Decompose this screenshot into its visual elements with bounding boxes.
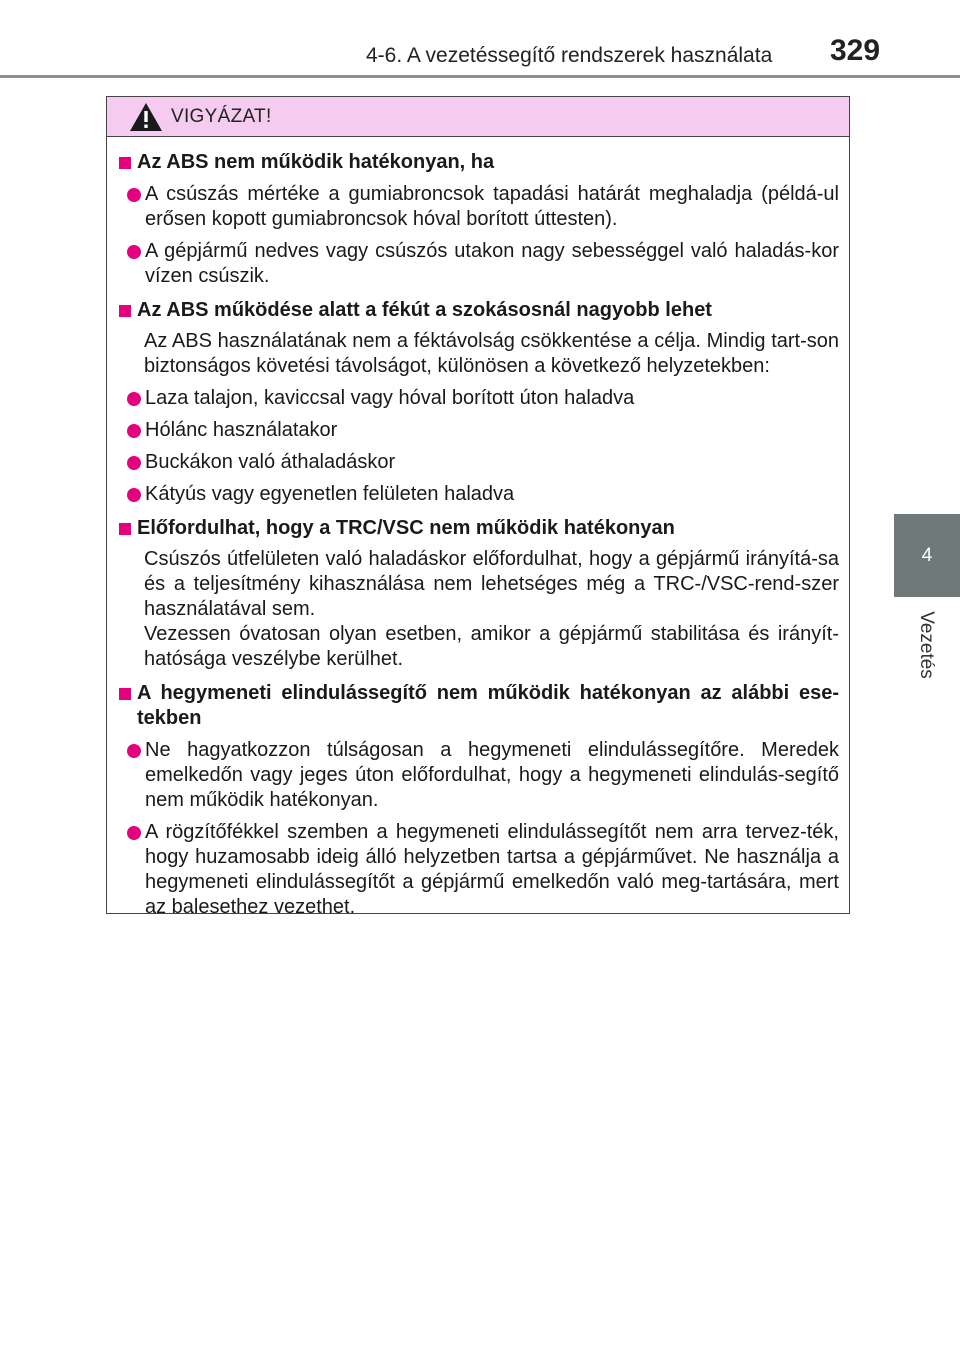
bullet-item — [127, 482, 839, 507]
warning-header — [107, 97, 849, 137]
bullet-text: Ne hagyatkozzon túlságosan a hegymeneti elindulássegítőre. Meredek emelkedőn vagy jeges úton előfordulhat, hogy a hegymeneti elindulás-segítő nem működik hatékonyan. — [145, 739, 839, 811]
round-bullet-icon — [127, 488, 141, 502]
bullet-item — [127, 386, 839, 411]
section-paragraph: Az ABS használatának nem a féktávolság csökkentése a célja. Mindig tart-son biztonságos követési távolságot, különösen a következő helyzetekben: — [144, 330, 839, 377]
warning-section — [119, 298, 839, 507]
page-number: 329 — [830, 34, 881, 67]
warning-section — [119, 516, 839, 672]
chapter-tab[interactable] — [894, 514, 960, 597]
section-heading — [119, 298, 839, 323]
round-bullet-icon — [127, 456, 141, 470]
chapter-label-text: Vezetés — [916, 611, 938, 679]
chapter-number: 4 — [921, 544, 933, 566]
section-heading-text: Előfordulhat, hogy a TRC/VSC nem működik hatékonyan — [137, 517, 675, 539]
bullet-text: Kátyús vagy egyenetlen felületen haladva — [145, 483, 515, 505]
round-bullet-icon — [127, 188, 141, 202]
warning-body — [107, 137, 849, 920]
chapter-label — [906, 605, 946, 685]
section-heading — [119, 681, 839, 731]
header-divider — [0, 75, 960, 78]
bullet-text: A rögzítőfékkel szemben a hegymeneti elindulássegítőt nem arra tervez-ték, hogy huzamosabb ideig álló helyzetben tartsa a gépjárművet. Ne használja a hegymeneti elindulássegítőt a gépjármű emelkedőn való meg-tartására, mert az balesethez vezethet. — [145, 821, 839, 918]
section-heading-text: A hegymeneti elindulássegítő nem működik hatékonyan az alábbi ese-tekben — [137, 682, 839, 729]
section-paragraph: Csúszós útfelületen való haladáskor előfordulhat, hogy a gépjármű irányítá-sa és a teljesítmény kihasználása nem lehetséges még a TRC-/VSC-rend-szer használatával sem. Vezessen óvatosan olyan esetben, amikor a gépjármű stabilitása és irányít-hatósága veszélybe kerülhet. — [144, 548, 839, 670]
section-heading — [119, 516, 839, 541]
square-bullet-icon — [119, 523, 131, 535]
section-heading-text: Az ABS nem működik hatékonyan, ha — [137, 151, 495, 173]
bullet-text: Buckákon való áthaladáskor — [145, 451, 396, 473]
square-bullet-icon — [119, 157, 131, 169]
round-bullet-icon — [127, 744, 141, 758]
square-bullet-icon — [119, 305, 131, 317]
section-heading — [119, 150, 839, 175]
warning-title: VIGYÁZAT! — [171, 105, 272, 127]
bullet-text: A csúszás mértéke a gumiabroncsok tapadási határát meghaladja (példá-ul erősen kopott gumiabroncsok hóval borított úttesten). — [145, 183, 839, 230]
bullet-item — [127, 820, 839, 920]
bullet-item — [127, 239, 839, 289]
bullet-item — [127, 418, 839, 443]
bullet-item — [127, 738, 839, 813]
bullet-text: A gépjármű nedves vagy csúszós utakon nagy sebességgel való haladás-kor vízen csúszik. — [145, 240, 839, 287]
warning-section — [119, 150, 839, 289]
round-bullet-icon — [127, 392, 141, 406]
bullet-text: Laza talajon, kaviccsal vagy hóval borított úton haladva — [145, 387, 635, 409]
square-bullet-icon — [119, 688, 131, 700]
warning-triangle-icon — [129, 102, 163, 132]
round-bullet-icon — [127, 245, 141, 259]
bullet-text: Hólánc használatakor — [145, 419, 338, 441]
bullet-item — [127, 450, 839, 475]
running-header-title: 4-6. A vezetéssegítő rendszerek használata — [366, 44, 773, 67]
round-bullet-icon — [127, 424, 141, 438]
bullet-item — [127, 182, 839, 232]
warning-box — [106, 96, 850, 918]
warning-section — [119, 681, 839, 920]
section-heading-text: Az ABS működése alatt a fékút a szokásosnál nagyobb lehet — [137, 299, 712, 321]
round-bullet-icon — [127, 826, 141, 840]
